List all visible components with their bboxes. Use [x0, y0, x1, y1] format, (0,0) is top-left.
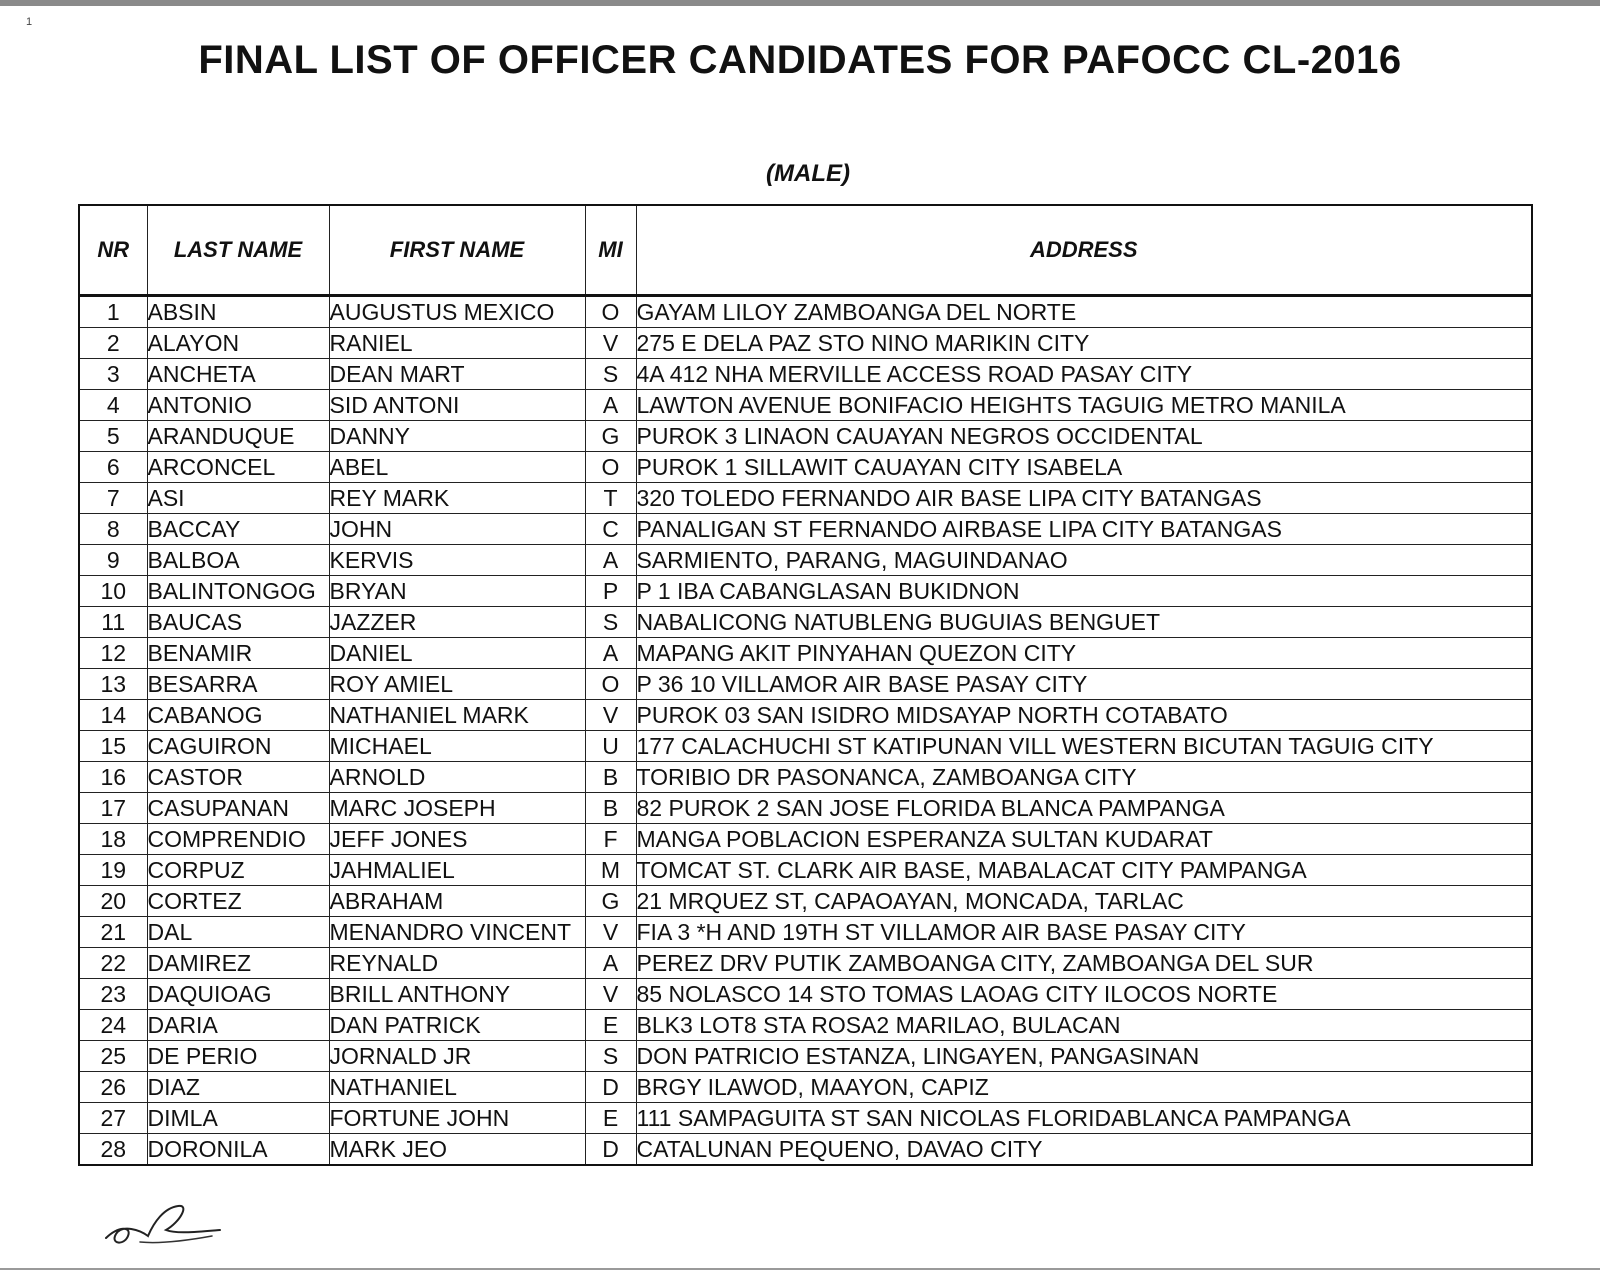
cell-address: BRGY ILAWOD, MAAYON, CAPIZ	[636, 1072, 1532, 1103]
cell-address: 177 CALACHUCHI ST KATIPUNAN VILL WESTERN BICUTAN TAGUIG CITY	[636, 731, 1532, 762]
cell-address: P 36 10 VILLAMOR AIR BASE PASAY CITY	[636, 669, 1532, 700]
cell-last-name: BALBOA	[147, 545, 329, 576]
cell-first-name: REYNALD	[329, 948, 585, 979]
cell-address: NABALICONG NATUBLENG BUGUIAS BENGUET	[636, 607, 1532, 638]
cell-last-name: BAUCAS	[147, 607, 329, 638]
cell-address: SARMIENTO, PARANG, MAGUINDANAO	[636, 545, 1532, 576]
cell-address: CATALUNAN PEQUENO, DAVAO CITY	[636, 1134, 1532, 1166]
table-row	[79, 1010, 1532, 1041]
cell-mi: E	[585, 1103, 636, 1134]
table-row	[79, 483, 1532, 514]
table-row	[79, 1072, 1532, 1103]
cell-mi: O	[585, 296, 636, 328]
cell-nr: 1	[79, 296, 147, 328]
cell-first-name: JORNALD JR	[329, 1041, 585, 1072]
table-row	[79, 1134, 1532, 1166]
cell-mi: A	[585, 638, 636, 669]
cell-mi: A	[585, 545, 636, 576]
document-title: FINAL LIST OF OFFICER CANDIDATES FOR PAFOCC CL-2016	[198, 38, 1402, 82]
cell-last-name: DARIA	[147, 1010, 329, 1041]
cell-first-name: REY MARK	[329, 483, 585, 514]
scan-top-border	[0, 0, 1600, 6]
table-row	[79, 700, 1532, 731]
cell-mi: D	[585, 1134, 636, 1166]
table-row	[79, 576, 1532, 607]
cell-address: 320 TOLEDO FERNANDO AIR BASE LIPA CITY BATANGAS	[636, 483, 1532, 514]
table-row	[79, 1103, 1532, 1134]
table-row	[79, 731, 1532, 762]
cell-nr: 17	[79, 793, 147, 824]
cell-last-name: ARCONCEL	[147, 452, 329, 483]
cell-first-name: MICHAEL	[329, 731, 585, 762]
cell-first-name: SID ANTONI	[329, 390, 585, 421]
cell-address: 4A 412 NHA MERVILLE ACCESS ROAD PASAY CITY	[636, 359, 1532, 390]
cell-mi: C	[585, 514, 636, 545]
cell-address: TORIBIO DR PASONANCA, ZAMBOANGA CITY	[636, 762, 1532, 793]
cell-last-name: ALAYON	[147, 328, 329, 359]
cell-first-name: ABEL	[329, 452, 585, 483]
cell-last-name: DIAZ	[147, 1072, 329, 1103]
cell-last-name: CORPUZ	[147, 855, 329, 886]
table-row	[79, 296, 1532, 328]
table-row	[79, 421, 1532, 452]
header-first-name: FIRST NAME	[329, 205, 585, 296]
cell-first-name: MENANDRO VINCENT	[329, 917, 585, 948]
cell-mi: E	[585, 1010, 636, 1041]
cell-last-name: COMPRENDIO	[147, 824, 329, 855]
cell-address: MANGA POBLACION ESPERANZA SULTAN KUDARAT	[636, 824, 1532, 855]
cell-mi: V	[585, 700, 636, 731]
cell-last-name: DIMLA	[147, 1103, 329, 1134]
cell-last-name: DE PERIO	[147, 1041, 329, 1072]
cell-last-name: ARANDUQUE	[147, 421, 329, 452]
cell-nr: 18	[79, 824, 147, 855]
cell-nr: 16	[79, 762, 147, 793]
cell-mi: G	[585, 421, 636, 452]
cell-address: 111 SAMPAGUITA ST SAN NICOLAS FLORIDABLANCA PAMPANGA	[636, 1103, 1532, 1134]
cell-first-name: ARNOLD	[329, 762, 585, 793]
cell-first-name: JAHMALIEL	[329, 855, 585, 886]
cell-nr: 15	[79, 731, 147, 762]
cell-first-name: JEFF JONES	[329, 824, 585, 855]
table-row	[79, 793, 1532, 824]
cell-nr: 13	[79, 669, 147, 700]
cell-mi: T	[585, 483, 636, 514]
table-row	[79, 886, 1532, 917]
cell-last-name: BACCAY	[147, 514, 329, 545]
cell-nr: 2	[79, 328, 147, 359]
cell-first-name: DANNY	[329, 421, 585, 452]
cell-address: PUROK 3 LINAON CAUAYAN NEGROS OCCIDENTAL	[636, 421, 1532, 452]
cell-mi: V	[585, 917, 636, 948]
cell-last-name: CASTOR	[147, 762, 329, 793]
cell-mi: P	[585, 576, 636, 607]
cell-first-name: RANIEL	[329, 328, 585, 359]
cell-first-name: DANIEL	[329, 638, 585, 669]
cell-first-name: BRYAN	[329, 576, 585, 607]
cell-nr: 27	[79, 1103, 147, 1134]
cell-mi: V	[585, 979, 636, 1010]
cell-first-name: FORTUNE JOHN	[329, 1103, 585, 1134]
cell-nr: 9	[79, 545, 147, 576]
page-mark: 1	[26, 16, 33, 28]
cell-first-name: MARK JEO	[329, 1134, 585, 1166]
cell-mi: B	[585, 793, 636, 824]
cell-nr: 3	[79, 359, 147, 390]
header-mi: MI	[585, 205, 636, 296]
cell-address: 82 PUROK 2 SAN JOSE FLORIDA BLANCA PAMPANGA	[636, 793, 1532, 824]
cell-mi: A	[585, 390, 636, 421]
cell-address: PEREZ DRV PUTIK ZAMBOANGA CITY, ZAMBOANGA DEL SUR	[636, 948, 1532, 979]
cell-first-name: ROY AMIEL	[329, 669, 585, 700]
table-row	[79, 638, 1532, 669]
cell-first-name: DEAN MART	[329, 359, 585, 390]
cell-last-name: BALINTONGOG	[147, 576, 329, 607]
scan-bottom-border	[0, 1268, 1600, 1270]
cell-first-name: BRILL ANTHONY	[329, 979, 585, 1010]
cell-address: GAYAM LILOY ZAMBOANGA DEL NORTE	[636, 296, 1532, 328]
cell-address: TOMCAT ST. CLARK AIR BASE, MABALACAT CITY PAMPANGA	[636, 855, 1532, 886]
cell-nr: 5	[79, 421, 147, 452]
cell-last-name: DORONILA	[147, 1134, 329, 1166]
cell-address: 85 NOLASCO 14 STO TOMAS LAOAG CITY ILOCOS NORTE	[636, 979, 1532, 1010]
cell-last-name: ABSIN	[147, 296, 329, 328]
cell-address: DON PATRICIO ESTANZA, LINGAYEN, PANGASINAN	[636, 1041, 1532, 1072]
cell-mi: F	[585, 824, 636, 855]
cell-address: PUROK 03 SAN ISIDRO MIDSAYAP NORTH COTABATO	[636, 700, 1532, 731]
cell-nr: 23	[79, 979, 147, 1010]
signature-scribble	[100, 1200, 230, 1260]
cell-mi: V	[585, 328, 636, 359]
cell-mi: S	[585, 1041, 636, 1072]
cell-last-name: ANTONIO	[147, 390, 329, 421]
cell-last-name: CABANOG	[147, 700, 329, 731]
cell-last-name: BESARRA	[147, 669, 329, 700]
cell-mi: B	[585, 762, 636, 793]
cell-nr: 19	[79, 855, 147, 886]
cell-address: 275 E DELA PAZ STO NINO MARIKIN CITY	[636, 328, 1532, 359]
cell-mi: A	[585, 948, 636, 979]
table-body	[79, 296, 1532, 1166]
cell-first-name: AUGUSTUS MEXICO	[329, 296, 585, 328]
table-row	[79, 390, 1532, 421]
header-address: ADDRESS	[636, 205, 1532, 296]
cell-nr: 11	[79, 607, 147, 638]
cell-address: FIA 3 *H AND 19TH ST VILLAMOR AIR BASE PASAY CITY	[636, 917, 1532, 948]
cell-first-name: JOHN	[329, 514, 585, 545]
table-row	[79, 359, 1532, 390]
table-row	[79, 917, 1532, 948]
table-row	[79, 328, 1532, 359]
cell-nr: 28	[79, 1134, 147, 1166]
cell-address: MAPANG AKIT PINYAHAN QUEZON CITY	[636, 638, 1532, 669]
cell-nr: 24	[79, 1010, 147, 1041]
cell-nr: 12	[79, 638, 147, 669]
cell-address: BLK3 LOT8 STA ROSA2 MARILAO, BULACAN	[636, 1010, 1532, 1041]
table-header-row	[79, 205, 1532, 296]
cell-last-name: DAL	[147, 917, 329, 948]
cell-mi: D	[585, 1072, 636, 1103]
candidates-table	[78, 204, 1533, 1166]
cell-nr: 7	[79, 483, 147, 514]
cell-nr: 20	[79, 886, 147, 917]
cell-nr: 4	[79, 390, 147, 421]
cell-first-name: NATHANIEL	[329, 1072, 585, 1103]
cell-nr: 6	[79, 452, 147, 483]
table-row	[79, 607, 1532, 638]
cell-mi: M	[585, 855, 636, 886]
cell-mi: S	[585, 359, 636, 390]
cell-address: 21 MRQUEZ ST, CAPAOAYAN, MONCADA, TARLAC	[636, 886, 1532, 917]
cell-mi: O	[585, 669, 636, 700]
cell-address: PUROK 1 SILLAWIT CAUAYAN CITY ISABELA	[636, 452, 1532, 483]
table-row	[79, 762, 1532, 793]
cell-first-name: JAZZER	[329, 607, 585, 638]
cell-address: LAWTON AVENUE BONIFACIO HEIGHTS TAGUIG METRO MANILA	[636, 390, 1532, 421]
cell-last-name: DAQUIOAG	[147, 979, 329, 1010]
cell-address: PANALIGAN ST FERNANDO AIRBASE LIPA CITY BATANGAS	[636, 514, 1532, 545]
cell-last-name: CASUPANAN	[147, 793, 329, 824]
table-row	[79, 452, 1532, 483]
document-subtitle: (MALE)	[766, 160, 850, 187]
cell-mi: U	[585, 731, 636, 762]
cell-address: P 1 IBA CABANGLASAN BUKIDNON	[636, 576, 1532, 607]
cell-nr: 8	[79, 514, 147, 545]
cell-last-name: BENAMIR	[147, 638, 329, 669]
cell-last-name: ASI	[147, 483, 329, 514]
cell-first-name: MARC JOSEPH	[329, 793, 585, 824]
cell-last-name: CAGUIRON	[147, 731, 329, 762]
cell-first-name: KERVIS	[329, 545, 585, 576]
table-row	[79, 824, 1532, 855]
cell-first-name: ABRAHAM	[329, 886, 585, 917]
cell-nr: 10	[79, 576, 147, 607]
cell-mi: G	[585, 886, 636, 917]
table-row	[79, 545, 1532, 576]
cell-last-name: ANCHETA	[147, 359, 329, 390]
cell-first-name: NATHANIEL MARK	[329, 700, 585, 731]
cell-nr: 25	[79, 1041, 147, 1072]
table-row	[79, 1041, 1532, 1072]
header-nr: NR	[79, 205, 147, 296]
cell-last-name: CORTEZ	[147, 886, 329, 917]
table-row	[79, 514, 1532, 545]
table-row	[79, 855, 1532, 886]
cell-nr: 14	[79, 700, 147, 731]
cell-first-name: DAN PATRICK	[329, 1010, 585, 1041]
cell-mi: O	[585, 452, 636, 483]
cell-mi: S	[585, 607, 636, 638]
cell-last-name: DAMIREZ	[147, 948, 329, 979]
table-row	[79, 948, 1532, 979]
table-row	[79, 669, 1532, 700]
header-last-name: LAST NAME	[147, 205, 329, 296]
cell-nr: 26	[79, 1072, 147, 1103]
table-row	[79, 979, 1532, 1010]
cell-nr: 21	[79, 917, 147, 948]
cell-nr: 22	[79, 948, 147, 979]
